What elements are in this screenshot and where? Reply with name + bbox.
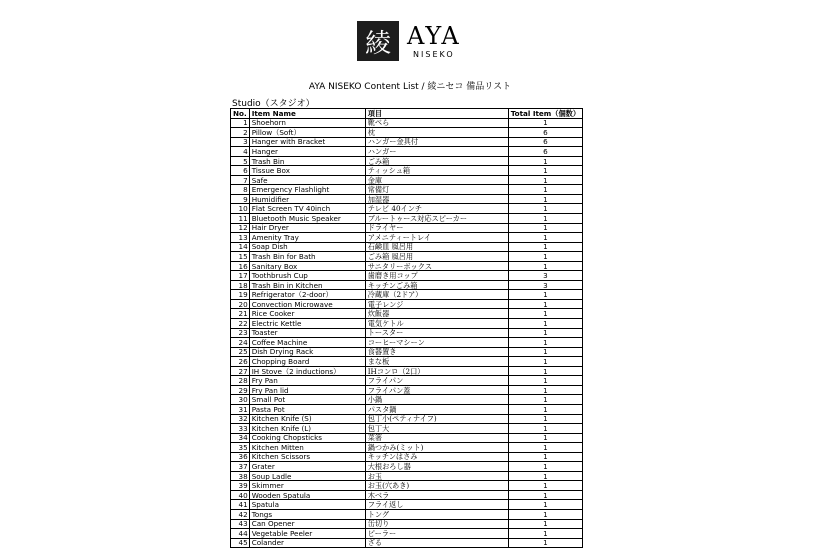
table-row: [231, 252, 583, 262]
item-name-cell: Fry Pan: [249, 376, 365, 386]
item-name-cell: Hanger with Bracket: [249, 137, 365, 147]
japanese-name-cell: 炊飯器: [365, 309, 508, 319]
table-row: [231, 261, 583, 271]
total-cell: 1: [508, 424, 582, 434]
total-cell: 1: [508, 223, 582, 233]
table-row: [231, 271, 583, 281]
row-number-cell: 37: [231, 462, 250, 472]
total-cell: 1: [508, 385, 582, 395]
row-number-cell: 16: [231, 261, 250, 271]
total-cell: 1: [508, 519, 582, 529]
header-japanese-name: 項目: [365, 109, 508, 119]
table-row: [231, 538, 583, 548]
item-name-cell: Flat Screen TV 40inch: [249, 204, 365, 214]
item-name-cell: Hanger: [249, 147, 365, 157]
japanese-name-cell: 石鹸皿 風呂用: [365, 242, 508, 252]
item-name-cell: Refrigerator（2-door）: [249, 290, 365, 300]
total-cell: 6: [508, 137, 582, 147]
japanese-name-cell: ティッシュ箱: [365, 166, 508, 176]
row-number-cell: 20: [231, 299, 250, 309]
item-name-cell: Coffee Machine: [249, 338, 365, 348]
row-number-cell: 32: [231, 414, 250, 424]
japanese-name-cell: 常備灯: [365, 185, 508, 195]
aya-niseko-logo: [357, 21, 461, 61]
japanese-name-cell: 金庫: [365, 175, 508, 185]
japanese-name-cell: 木ベラ: [365, 490, 508, 500]
item-name-cell: Spatula: [249, 500, 365, 510]
total-cell: 1: [508, 261, 582, 271]
table-row: [231, 319, 583, 329]
japanese-name-cell: ハンガー: [365, 147, 508, 157]
header-total: Total Item（個数）: [508, 109, 582, 119]
total-cell: 1: [508, 299, 582, 309]
table-row: [231, 118, 583, 128]
japanese-name-cell: ざる: [365, 538, 508, 548]
item-name-cell: Skimmer: [249, 481, 365, 491]
row-number-cell: 33: [231, 424, 250, 434]
item-name-cell: Hair Dryer: [249, 223, 365, 233]
japanese-name-cell: テレビ 40インチ: [365, 204, 508, 214]
item-name-cell: Toaster: [249, 328, 365, 338]
table-row: [231, 395, 583, 405]
row-number-cell: 30: [231, 395, 250, 405]
total-cell: 1: [508, 366, 582, 376]
item-name-cell: Pillow（Soft）: [249, 128, 365, 138]
table-body: [231, 118, 583, 548]
table-row: [231, 462, 583, 472]
table-row: [231, 214, 583, 224]
logo-kanji-mark: 綾: [357, 21, 399, 61]
table-row: [231, 376, 583, 386]
total-cell: 1: [508, 452, 582, 462]
row-number-cell: 4: [231, 147, 250, 157]
row-number-cell: 28: [231, 376, 250, 386]
japanese-name-cell: ごみ箱: [365, 156, 508, 166]
japanese-name-cell: ピーラー: [365, 529, 508, 539]
row-number-cell: 31: [231, 404, 250, 414]
item-name-cell: Rice Cooker: [249, 309, 365, 319]
table-row: [231, 433, 583, 443]
total-cell: 1: [508, 462, 582, 472]
total-cell: 1: [508, 175, 582, 185]
section-title: Studio（スタジオ）: [232, 99, 315, 109]
total-cell: 1: [508, 538, 582, 548]
table-row: [231, 347, 583, 357]
item-name-cell: Sanitary Box: [249, 261, 365, 271]
table-row: [231, 357, 583, 367]
row-number-cell: 21: [231, 309, 250, 319]
row-number-cell: 12: [231, 223, 250, 233]
item-name-cell: Convection Microwave: [249, 299, 365, 309]
total-cell: 1: [508, 309, 582, 319]
row-number-cell: 13: [231, 233, 250, 243]
japanese-name-cell: 鍋つかみ(ミット): [365, 443, 508, 453]
row-number-cell: 6: [231, 166, 250, 176]
item-name-cell: Grater: [249, 462, 365, 472]
japanese-name-cell: 歯磨き用コップ: [365, 271, 508, 281]
logo-name: AYA: [407, 21, 461, 50]
row-number-cell: 36: [231, 452, 250, 462]
japanese-name-cell: フライパン蓋: [365, 385, 508, 395]
total-cell: 1: [508, 500, 582, 510]
item-name-cell: Kitchen Scissors: [249, 452, 365, 462]
row-number-cell: 2: [231, 128, 250, 138]
content-list-table: [230, 108, 583, 548]
item-name-cell: Vegetable Peeler: [249, 529, 365, 539]
table-row: [231, 500, 583, 510]
table-row: [231, 481, 583, 491]
total-cell: 1: [508, 328, 582, 338]
table-row: [231, 233, 583, 243]
item-name-cell: Trash Bin for Bath: [249, 252, 365, 262]
total-cell: 1: [508, 194, 582, 204]
total-cell: 1: [508, 414, 582, 424]
item-name-cell: Small Pot: [249, 395, 365, 405]
japanese-name-cell: トースター: [365, 328, 508, 338]
total-cell: 1: [508, 509, 582, 519]
japanese-name-cell: IHコンロ（2口）: [365, 366, 508, 376]
japanese-name-cell: お玉: [365, 471, 508, 481]
table-row: [231, 490, 583, 500]
item-name-cell: Dish Drying Rack: [249, 347, 365, 357]
row-number-cell: 25: [231, 347, 250, 357]
japanese-name-cell: お玉(穴あき): [365, 481, 508, 491]
table-row: [231, 309, 583, 319]
table-row: [231, 299, 583, 309]
logo-subtitle: NISEKO: [413, 49, 455, 59]
item-name-cell: Tongs: [249, 509, 365, 519]
total-cell: 1: [508, 166, 582, 176]
row-number-cell: 17: [231, 271, 250, 281]
japanese-name-cell: 電子レンジ: [365, 299, 508, 309]
item-name-cell: Colander: [249, 538, 365, 548]
japanese-name-cell: まな板: [365, 357, 508, 367]
row-number-cell: 29: [231, 385, 250, 395]
table-row: [231, 242, 583, 252]
japanese-name-cell: 食器置き: [365, 347, 508, 357]
table-row: [231, 137, 583, 147]
row-number-cell: 41: [231, 500, 250, 510]
japanese-name-cell: 電気ケトル: [365, 319, 508, 329]
total-cell: 1: [508, 433, 582, 443]
total-cell: 1: [508, 443, 582, 453]
row-number-cell: 10: [231, 204, 250, 214]
total-cell: 3: [508, 271, 582, 281]
item-name-cell: Chopping Board: [249, 357, 365, 367]
japanese-name-cell: 小鍋: [365, 395, 508, 405]
document-title: AYA NISEKO Content List / 綾ニセコ 備品リスト: [308, 82, 512, 92]
total-cell: 1: [508, 233, 582, 243]
total-cell: 1: [508, 471, 582, 481]
total-cell: 3: [508, 280, 582, 290]
table-row: [231, 443, 583, 453]
japanese-name-cell: パスタ鍋: [365, 404, 508, 414]
logo-wordmark: [407, 21, 461, 59]
item-name-cell: Shoehorn: [249, 118, 365, 128]
item-name-cell: Cooking Chopsticks: [249, 433, 365, 443]
row-number-cell: 26: [231, 357, 250, 367]
japanese-name-cell: 菜箸: [365, 433, 508, 443]
row-number-cell: 7: [231, 175, 250, 185]
japanese-name-cell: 包丁大: [365, 424, 508, 434]
row-number-cell: 34: [231, 433, 250, 443]
row-number-cell: 19: [231, 290, 250, 300]
item-name-cell: Tissue Box: [249, 166, 365, 176]
row-number-cell: 39: [231, 481, 250, 491]
total-cell: 1: [508, 214, 582, 224]
table-row: [231, 509, 583, 519]
row-number-cell: 23: [231, 328, 250, 338]
total-cell: 1: [508, 404, 582, 414]
item-name-cell: Trash Bin in Kitchen: [249, 280, 365, 290]
row-number-cell: 1: [231, 118, 250, 128]
table-row: [231, 338, 583, 348]
japanese-name-cell: 大根おろし器: [365, 462, 508, 472]
table-row: [231, 166, 583, 176]
japanese-name-cell: ドライヤー: [365, 223, 508, 233]
japanese-name-cell: フライ返し: [365, 500, 508, 510]
row-number-cell: 40: [231, 490, 250, 500]
table-row: [231, 223, 583, 233]
japanese-name-cell: 靴べら: [365, 118, 508, 128]
total-cell: 1: [508, 376, 582, 386]
japanese-name-cell: ブルートゥース対応スピーカー: [365, 214, 508, 224]
japanese-name-cell: 缶切り: [365, 519, 508, 529]
item-name-cell: Emergency Flashlight: [249, 185, 365, 195]
table-row: [231, 452, 583, 462]
item-name-cell: IH Stove（2 inductions）: [249, 366, 365, 376]
total-cell: 1: [508, 290, 582, 300]
row-number-cell: 14: [231, 242, 250, 252]
table-row: [231, 185, 583, 195]
row-number-cell: 45: [231, 538, 250, 548]
table-row: [231, 128, 583, 138]
table-row: [231, 471, 583, 481]
item-name-cell: Safe: [249, 175, 365, 185]
total-cell: 6: [508, 128, 582, 138]
row-number-cell: 8: [231, 185, 250, 195]
japanese-name-cell: コーヒーマシーン: [365, 338, 508, 348]
total-cell: 1: [508, 490, 582, 500]
row-number-cell: 24: [231, 338, 250, 348]
table-row: [231, 414, 583, 424]
total-cell: 1: [508, 347, 582, 357]
table-row: [231, 404, 583, 414]
total-cell: 1: [508, 338, 582, 348]
table-row: [231, 328, 583, 338]
table-header-row: [231, 109, 583, 119]
row-number-cell: 18: [231, 280, 250, 290]
row-number-cell: 9: [231, 194, 250, 204]
row-number-cell: 15: [231, 252, 250, 262]
japanese-name-cell: 枕: [365, 128, 508, 138]
japanese-name-cell: 包丁小(ペティナイフ): [365, 414, 508, 424]
japanese-name-cell: ハンガー金具付: [365, 137, 508, 147]
row-number-cell: 3: [231, 137, 250, 147]
row-number-cell: 11: [231, 214, 250, 224]
item-name-cell: Bluetooth Music Speaker: [249, 214, 365, 224]
table-row: [231, 156, 583, 166]
table-row: [231, 147, 583, 157]
table-row: [231, 290, 583, 300]
japanese-name-cell: 冷蔵庫（2ドア）: [365, 290, 508, 300]
item-name-cell: Kitchen Knife (S): [249, 414, 365, 424]
item-name-cell: Toothbrush Cup: [249, 271, 365, 281]
item-name-cell: Soup Ladle: [249, 471, 365, 481]
table-row: [231, 175, 583, 185]
table-row: [231, 424, 583, 434]
total-cell: 1: [508, 529, 582, 539]
row-number-cell: 27: [231, 366, 250, 376]
item-name-cell: Trash Bin: [249, 156, 365, 166]
row-number-cell: 5: [231, 156, 250, 166]
item-name-cell: Humidifier: [249, 194, 365, 204]
japanese-name-cell: キッチンごみ箱: [365, 280, 508, 290]
row-number-cell: 35: [231, 443, 250, 453]
item-name-cell: Amenity Tray: [249, 233, 365, 243]
japanese-name-cell: サニタリーボックス: [365, 261, 508, 271]
table-row: [231, 204, 583, 214]
row-number-cell: 42: [231, 509, 250, 519]
total-cell: 1: [508, 357, 582, 367]
row-number-cell: 44: [231, 529, 250, 539]
total-cell: 1: [508, 185, 582, 195]
header-no: No.: [231, 109, 250, 119]
table-row: [231, 519, 583, 529]
item-name-cell: Kitchen Knife (L): [249, 424, 365, 434]
total-cell: 1: [508, 395, 582, 405]
item-name-cell: Pasta Pot: [249, 404, 365, 414]
total-cell: 1: [508, 118, 582, 128]
table-row: [231, 194, 583, 204]
japanese-name-cell: フライパン: [365, 376, 508, 386]
item-name-cell: Soap Dish: [249, 242, 365, 252]
total-cell: 1: [508, 481, 582, 491]
table-row: [231, 529, 583, 539]
item-name-cell: Wooden Spatula: [249, 490, 365, 500]
table-row: [231, 280, 583, 290]
item-name-cell: Kitchen Mitten: [249, 443, 365, 453]
total-cell: 1: [508, 242, 582, 252]
japanese-name-cell: ごみ箱 風呂用: [365, 252, 508, 262]
total-cell: 1: [508, 156, 582, 166]
japanese-name-cell: 加湿器: [365, 194, 508, 204]
total-cell: 1: [508, 319, 582, 329]
row-number-cell: 38: [231, 471, 250, 481]
item-name-cell: Electric Kettle: [249, 319, 365, 329]
japanese-name-cell: キッチンはさみ: [365, 452, 508, 462]
total-cell: 1: [508, 252, 582, 262]
table-row: [231, 385, 583, 395]
header-item-name: Item Name: [249, 109, 365, 119]
table-row: [231, 366, 583, 376]
japanese-name-cell: トング: [365, 509, 508, 519]
item-name-cell: Can Opener: [249, 519, 365, 529]
item-name-cell: Fry Pan lid: [249, 385, 365, 395]
japanese-name-cell: アメニティートレイ: [365, 233, 508, 243]
total-cell: 6: [508, 147, 582, 157]
total-cell: 1: [508, 204, 582, 214]
row-number-cell: 43: [231, 519, 250, 529]
row-number-cell: 22: [231, 319, 250, 329]
